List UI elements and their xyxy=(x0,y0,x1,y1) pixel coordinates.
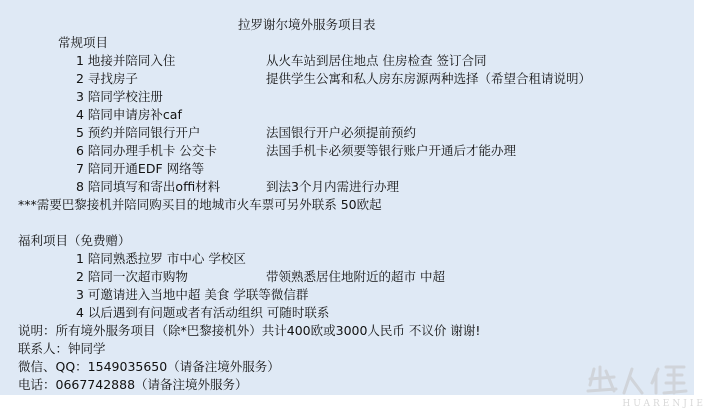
welfare-item-4: 4 以后遇到有问题或者有活动组织 可随时联系 xyxy=(76,305,330,320)
regular-item-8: 8 陪同填写和寄出offi材料 xyxy=(76,179,221,194)
welfare-heading: 福利项目（免费赠） xyxy=(18,233,131,248)
welfare-item-2-detail: 带领熟悉居住地附近的超市 中超 xyxy=(266,269,445,284)
huarenjie-logo-icon xyxy=(586,363,706,397)
regular-item-5: 5 预约并陪同银行开户 xyxy=(76,125,201,140)
regular-item-2-detail: 提供学生公寓和私人房东房源两种选择（希望合租请说明） xyxy=(266,71,592,86)
regular-item-5-detail: 法国银行开户必须提前预约 xyxy=(266,125,417,140)
welfare-item-3: 3 可邀请进入当地中超 美食 学联等微信群 xyxy=(76,287,309,302)
welfare-item-1: 1 陪同熟悉拉罗 市中心 学校区 xyxy=(76,251,246,266)
regular-item-6: 6 陪同办理手机卡 公交卡 xyxy=(76,143,217,158)
regular-heading: 常规项目 xyxy=(58,35,109,50)
welfare-item-2: 2 陪同一次超市购物 xyxy=(76,269,188,284)
regular-item-2: 2 寻找房子 xyxy=(76,71,138,86)
phone-number: 电话：0667742888（请备注境外服务） xyxy=(18,377,248,392)
contact-person: 联系人：钟同学 xyxy=(18,341,106,356)
watermark-text: HUARENJIE xyxy=(622,399,706,409)
paris-pickup-note: ***需要巴黎接机并陪同购买目的地城市火车票可另外联系 50欧起 xyxy=(18,197,382,212)
regular-item-8-detail: 到法3个月内需进行办理 xyxy=(266,179,399,194)
regular-item-7: 7 陪同开通EDF 网络等 xyxy=(76,161,205,176)
regular-item-4: 4 陪同申请房补caf xyxy=(76,107,182,122)
regular-item-1: 1 地接并陪同入住 xyxy=(76,53,176,68)
regular-item-6-detail: 法国手机卡必须要等银行账户开通后才能办理 xyxy=(266,143,517,158)
watermark-logo xyxy=(586,363,706,409)
regular-item-3: 3 陪同学校注册 xyxy=(76,89,163,104)
regular-item-1-detail: 从火车站到居住地点 住房检查 签订合同 xyxy=(266,53,487,68)
wechat-qq: 微信、QQ：1549035650（请备注境外服务） xyxy=(18,359,280,374)
sheet-title: 拉罗谢尔境外服务项目表 xyxy=(238,17,376,32)
price-explanation: 说明：所有境外服务项目（除*巴黎接机外）共计400欧或3000人民币 不议价 谢谢! xyxy=(18,323,481,338)
